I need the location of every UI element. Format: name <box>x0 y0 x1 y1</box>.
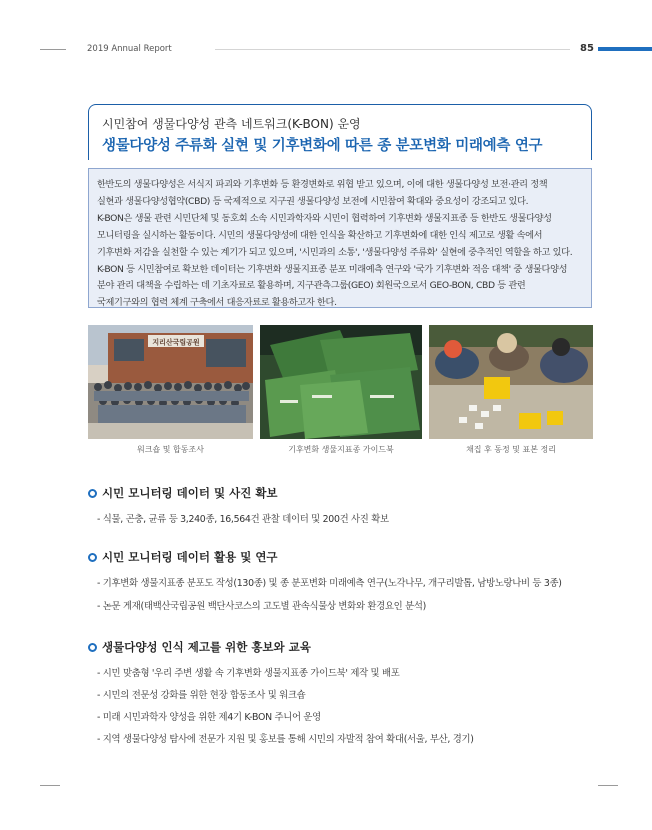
intro-line: 한반도의 생물다양성은 서식지 파괴와 기후변화 등 환경변화로 위협 받고 있으며, 이에 대한 생물다양성 보전·관리 정책 <box>97 179 548 190</box>
photo-caption: 채집 후 동정 및 표본 정리 <box>466 445 556 454</box>
intro-line: 모니터링을 실시하는 활동이다. 시민의 생물다양성에 대한 인식을 확산하고 기후변화에 대한 인식 제고로 생활 속에서 <box>97 229 543 241</box>
title-main: 생물다양성 주류화 실현 및 기후변화에 따른 종 분포변화 미래예측 연구 <box>102 138 543 154</box>
list-item: - 미래 시민과학자 양성을 위한 제4기 K-BON 주니어 운영 <box>97 712 321 723</box>
list-item: - 기후변화 생물지표종 분포도 작성(130종) 및 종 분포변화 미래예측 연구(노각나무, 개구리발톱, 남방노랑나비 등 3종) <box>97 578 562 589</box>
list-item: - 지역 생물다양성 탐사에 전문가 지원 및 홍보를 통해 시민의 자발적 참여 확대(서울, 부산, 경기) <box>97 734 474 745</box>
list-item: - 식물, 곤충, 균류 등 3,240종, 16,564건 관찰 데이터 및 200건 사진 확보 <box>97 514 389 525</box>
page-number: 85 <box>580 43 594 54</box>
list-item: - 시민의 전문성 강화를 위한 현장 합동조사 및 워크숍 <box>97 690 306 701</box>
bullet-circle-icon <box>88 553 97 562</box>
footer-rule-left <box>40 785 60 786</box>
report-title: 2019 Annual Report <box>87 44 172 54</box>
workshop-group-photo <box>88 325 253 439</box>
section-heading <box>88 485 278 501</box>
intro-line: 실현과 생물다양성협약(CBD) 등 국제적으로 지구권 생물다양성 보전에 시민참여 확대와 중요성이 강조되고 있다. <box>97 195 529 207</box>
header-accent-bar <box>598 47 652 51</box>
guidebook-photo <box>260 325 422 439</box>
section-heading-text: 시민 모니터링 데이터 및 사진 확보 <box>102 486 278 500</box>
section-heading <box>88 549 278 565</box>
photo-caption: 워크숍 및 합동조사 <box>137 445 204 454</box>
header-rule-left <box>40 49 66 50</box>
intro-line: K-BON 등 시민참여로 확보한 데이터는 기후변화 생물지표종 분포 미래예측 연구와 '국가 기후변화 적응 대책' 중 생물다양성 <box>97 263 568 275</box>
intro-line: 기후변화 저감을 실천할 수 있는 계기가 되고 있으며, '시민과의 소통', '생물다양성 주류화' 실현에 중추적인 역할을 하고 있다. <box>97 246 573 258</box>
title-subtitle: 시민참여 생물다양성 관측 네트워크(K-BON) 운영 <box>102 117 361 131</box>
bullet-circle-icon <box>88 643 97 652</box>
intro-line: K-BON은 생물 관련 시민단체 및 동호회 소속 시민과학자와 시민이 협력하여 기후변화 생물지표종 등 한반도 생물다양성 <box>97 212 552 224</box>
specimen-sorting-photo <box>429 325 593 439</box>
intro-line: 분야 관리 대책을 수립하는 데 기초자료로 활용하며, 지구관측그룹(GEO) 회원국으로서 GEO-BON, CBD 등 관련 <box>97 280 526 292</box>
section-heading-text: 생물다양성 인식 제고를 위한 홍보와 교육 <box>102 640 311 654</box>
bullet-circle-icon <box>88 489 97 498</box>
footer-rule-right <box>598 785 618 786</box>
photo-caption: 기후변화 생물지표종 가이드북 <box>288 445 394 454</box>
list-item: - 논문 게재(태백산국립공원 백단사코스의 고도별 관속식물상 변화와 환경요인 분석) <box>97 601 426 612</box>
header-rule <box>215 49 570 50</box>
list-item: - 시민 맞춤형 '우리 주변 생활 속 기후변화 생물지표종 가이드북' 제작 및 배포 <box>97 668 400 679</box>
section-heading <box>88 639 311 655</box>
intro-box <box>88 168 592 308</box>
building-sign-text: 지리산국립공원 <box>152 338 200 347</box>
section-heading-text: 시민 모니터링 데이터 활용 및 연구 <box>102 550 278 564</box>
intro-line: 국제기구와의 협력 체계 구축에서 대응자료로 활용하고자 한다. <box>97 297 337 309</box>
